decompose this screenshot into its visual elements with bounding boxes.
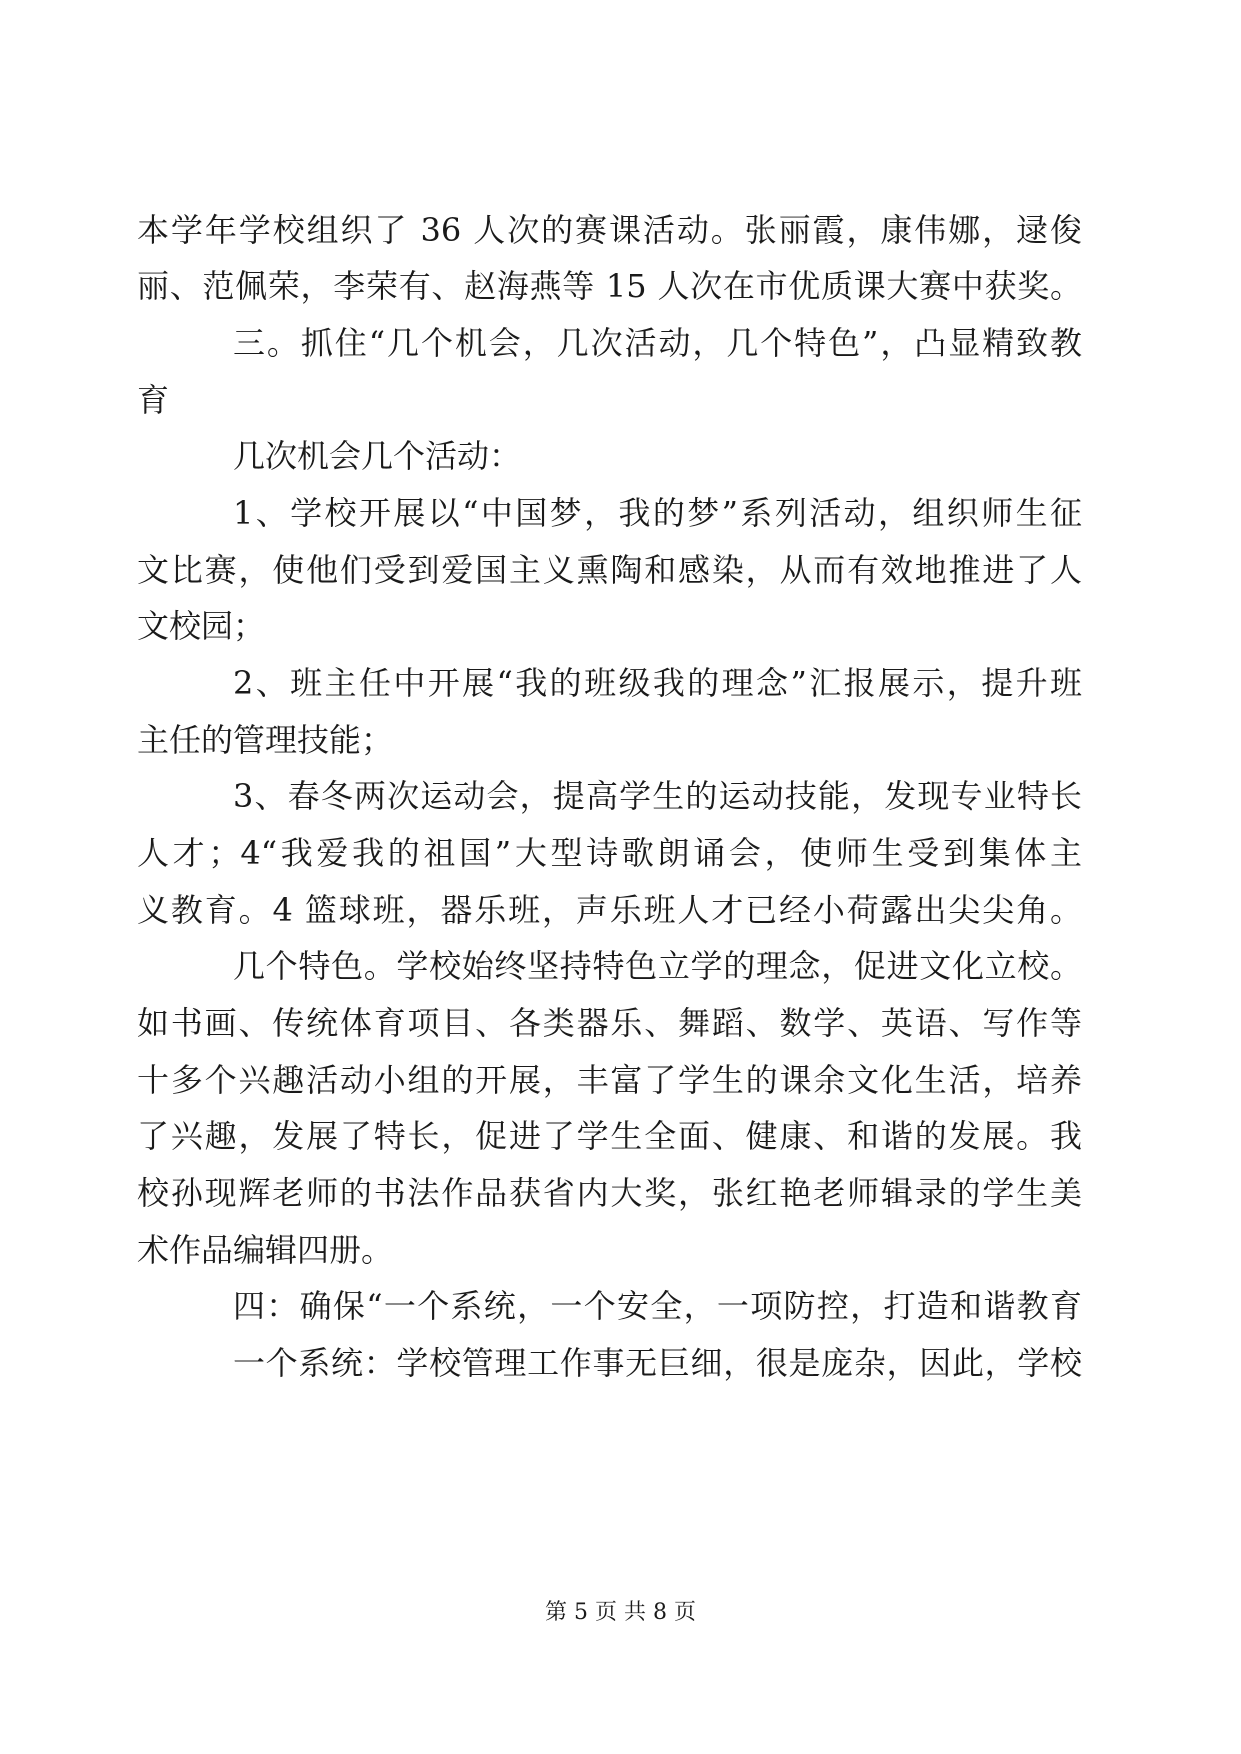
text-line: 人才；4“我爱我的祖国”大型诗歌朗诵会，使师生受到集体主 [137, 834, 1082, 872]
text-line: 2、班主任中开展“我的班级我的理念”汇报展示，提升班 [233, 664, 1082, 702]
text-line: 1、学校开展以“中国梦，我的梦”系列活动，组织师生征 [233, 494, 1082, 532]
section-heading-line: 三。抓住“几个机会，几次活动，几个特色”，凸显精致教 [233, 324, 1082, 362]
section-heading-line: 四：确保“一个系统，一个安全，一项防控，打造和谐教育 [233, 1287, 1082, 1325]
text-line: 几个特色。学校始终坚持特色立学的理念，促进文化立校。 [233, 947, 1082, 985]
text-line: 主任的管理技能； [137, 721, 394, 759]
text-line: 文比赛，使他们受到爱国主义熏陶和感染，从而有效地推进了人 [137, 551, 1082, 589]
text-line: 本学年学校组织了 36 人次的赛课活动。张丽霞，康伟娜，逯俊 [137, 211, 1082, 249]
text-line: 丽、范佩荣，李荣有、赵海燕等 15 人次在市优质课大赛中获奖。 [137, 267, 1082, 305]
text-line: 十多个兴趣活动小组的开展，丰富了学生的课余文化生活，培养 [137, 1061, 1082, 1099]
text-line: 术作品编辑四册。 [137, 1231, 394, 1269]
text-line: 义教育。4 篮球班，器乐班，声乐班人才已经小荷露出尖尖角。 [137, 891, 1082, 929]
page-number-footer: 第 5 页 共 8 页 [545, 1600, 696, 1625]
text-line: 3、春冬两次运动会，提高学生的运动技能，发现专业特长 [233, 777, 1082, 815]
text-line: 校孙现辉老师的书法作品获省内大奖，张红艳老师辑录的学生美 [137, 1174, 1082, 1212]
section-heading-line: 育 [137, 381, 170, 419]
text-line: 文校园； [137, 607, 266, 645]
text-line: 了兴趣，发展了特长，促进了学生全面、健康、和谐的发展。我 [137, 1117, 1082, 1155]
text-line: 一个系统：学校管理工作事无巨细，很是庞杂，因此，学校 [233, 1344, 1082, 1382]
text-line: 几次机会几个活动： [233, 437, 522, 475]
text-line: 如书画、传统体育项目、各类器乐、舞蹈、数学、英语、写作等 [137, 1004, 1082, 1042]
